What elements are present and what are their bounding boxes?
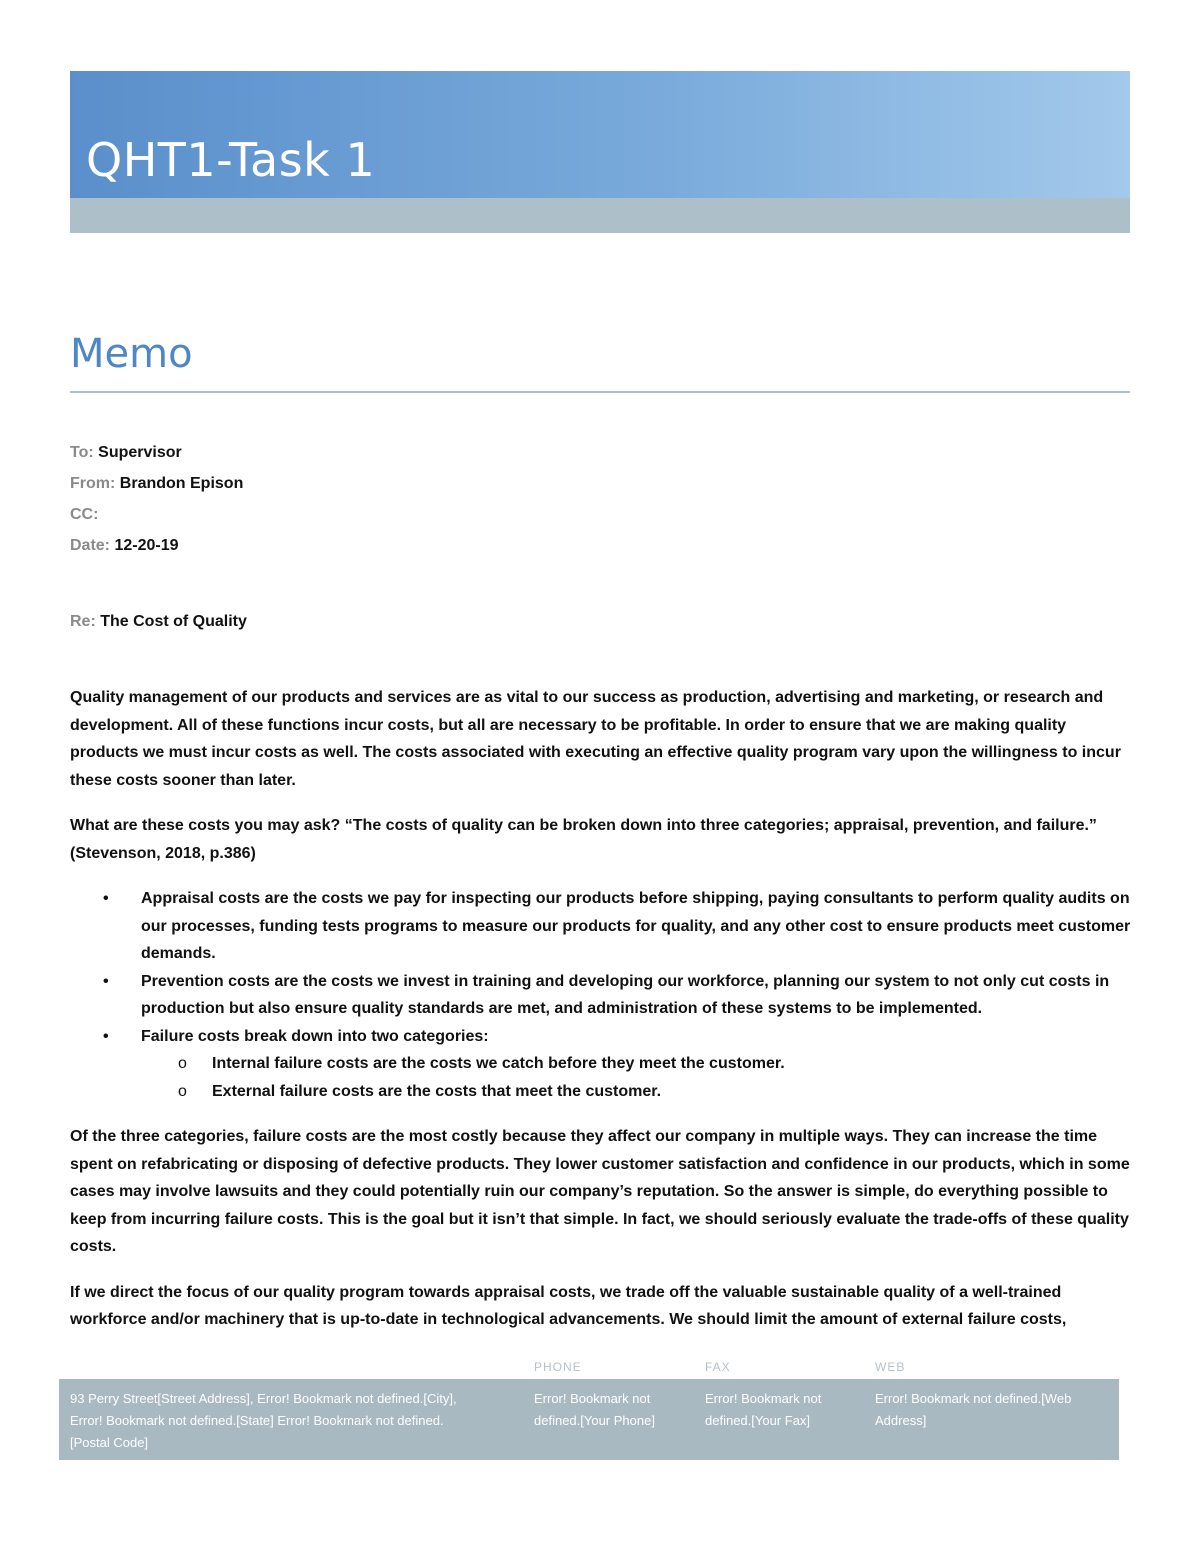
sub-list-item-text: External failure costs are the costs that meet the customer. — [212, 1082, 662, 1100]
date-field — [70, 535, 243, 566]
footer-web-line: Address] — [875, 1413, 927, 1428]
body-paragraph-4: If we direct the focus of our quality program towards appraisal costs, we trade off the valuable sustainable quality of a well-trained workforce and/or machinery that is up-to-date in technological advancements. We should limit the amount of external failure costs, — [70, 1283, 1067, 1328]
from-value: Brandon Epison — [119, 475, 244, 492]
footer-fax-line: defined.[Your Fax] — [705, 1413, 811, 1428]
footer-phone-line: Error! Bookmark not — [534, 1391, 651, 1406]
footer-fax — [705, 1388, 865, 1432]
list-item-text: Appraisal costs are the costs we pay for inspecting our products before shipping, paying consultants to perform quality audits on our processes, funding tests programs to measure our products for quality, and any other cost to ensure products meet customer demands. — [141, 890, 1131, 962]
re-label: Re: — [70, 613, 96, 630]
cost-categories-list — [70, 885, 1132, 1105]
footer-labels — [0, 1360, 1200, 1376]
bullet-icon: • — [103, 1027, 109, 1045]
footer-fax-label: FAX — [705, 1360, 731, 1374]
footer-fax-line: Error! Bookmark not — [705, 1391, 822, 1406]
from-field — [70, 473, 243, 504]
header-banner — [70, 71, 1130, 198]
footer-phone-line: defined.[Your Phone] — [534, 1413, 655, 1428]
re-value: The Cost of Quality — [100, 613, 247, 630]
sub-list-item-external — [141, 1078, 1132, 1106]
footer-address-line: 93 Perry Street[Street Address], Error! Bookmark not defined.[City], — [70, 1391, 457, 1406]
from-label: From: — [70, 475, 116, 492]
list-item-appraisal — [70, 885, 1132, 968]
circle-bullet-icon: o — [178, 1082, 187, 1100]
circle-bullet-icon: o — [178, 1055, 187, 1072]
body-paragraph-3: Of the three categories, failure costs are the most costly because they affect our company in multiple ways. They can increase the time spent on refabricating or disposing of defective products. They lower customer satisfaction and confidence in our products, which in some cases may involve lawsuits and they could potentially ruin our company’s reputation. So the answer is simple, do everything possible to keep from incurring failure costs. This is the goal but it isn’t that simple. In fact, we should seriously evaluate the trade-offs of these quality costs. — [70, 1128, 1130, 1255]
memo-heading: Memo — [70, 331, 193, 377]
list-item-text: Prevention costs are the costs we invest in training and developing our workforce, planning our system to not only cut costs in production but also ensure quality standards are met, and administration of these systems to be implemented. — [141, 972, 1110, 1017]
heading-divider — [70, 391, 1130, 393]
date-value: 12-20-19 — [114, 537, 179, 554]
footer-address-line: [Postal Code] — [70, 1435, 149, 1450]
failure-subcategory-list — [141, 1050, 1132, 1105]
footer-contact-bar — [59, 1379, 1119, 1460]
bullet-icon: • — [103, 972, 109, 990]
re-field — [70, 611, 247, 633]
footer-web — [875, 1388, 1110, 1432]
to-value: Supervisor — [98, 444, 182, 461]
list-item-prevention — [70, 968, 1132, 1023]
cc-label: CC: — [70, 506, 99, 523]
memo-body — [70, 684, 1132, 1352]
to-label: To: — [70, 444, 94, 461]
list-item-text: Failure costs break down into two categories: — [141, 1027, 489, 1045]
footer-phone — [534, 1388, 694, 1432]
date-label: Date: — [70, 537, 111, 554]
memo-header-fields — [70, 442, 243, 566]
footer-web-label: WEB — [875, 1360, 906, 1374]
list-item-failure — [70, 1023, 1132, 1106]
cc-field — [70, 504, 243, 535]
footer-web-line: Error! Bookmark not defined.[Web — [875, 1391, 1072, 1406]
bullet-icon: • — [103, 890, 109, 907]
to-field — [70, 442, 243, 473]
body-paragraph-1: Quality management of our products and services are as vital to our success as production, advertising and marketing, or research and development. All of these functions incur costs, but all are necessary to be profitable. In order to ensure that we are making quality products we must incur costs as well. The costs associated with executing an effective quality program vary upon the willingness to incur these costs sooner than later. — [70, 689, 1121, 789]
banner-accent-strip — [70, 198, 1130, 233]
footer-address — [70, 1388, 520, 1454]
footer-phone-label: PHONE — [534, 1360, 582, 1374]
body-paragraph-2: What are these costs you may ask? “The costs of quality can be broken down into three categories; appraisal, prevention, and failure.” (Stevenson, 2018, p.386) — [70, 817, 1097, 862]
document-title: QHT1-Task 1 — [86, 133, 376, 187]
footer-address-line: Error! Bookmark not defined.[State] Error! Bookmark not defined. — [70, 1413, 444, 1428]
sub-list-item-text: Internal failure costs are the costs we catch before they meet the customer. — [212, 1055, 785, 1072]
sub-list-item-internal — [141, 1050, 1132, 1078]
